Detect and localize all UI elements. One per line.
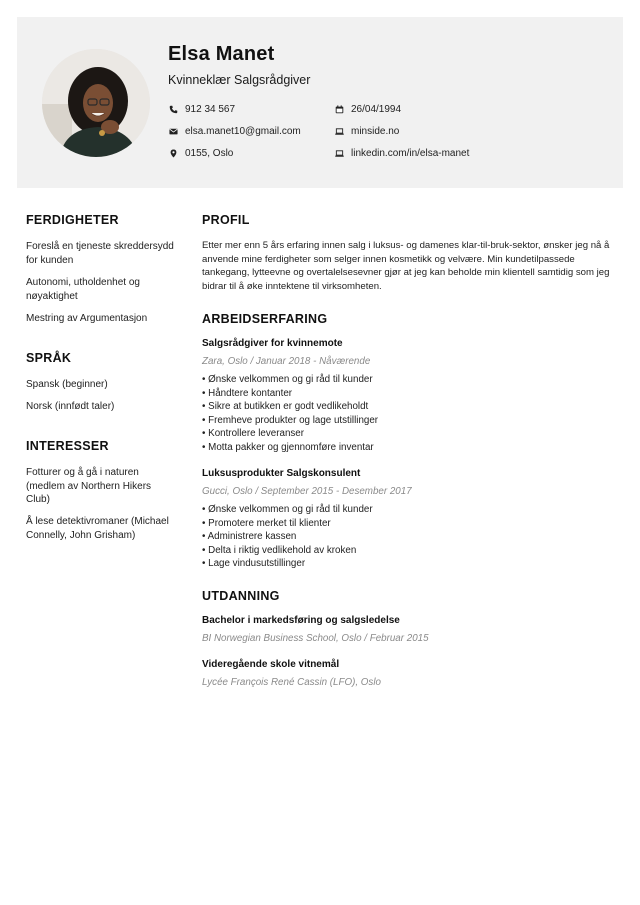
birthdate-text: 26/04/1994: [351, 104, 402, 115]
address-text: 0155, Oslo: [185, 148, 234, 159]
education-title: Videregående skole vitnemål: [202, 659, 340, 670]
job-bullet: • Promotere merket til klienter: [202, 517, 617, 531]
linkedin-text: linkedin.com/in/elsa-manet: [351, 148, 470, 159]
job-bullets: [202, 503, 617, 571]
job-meta: Zara, Oslo / Januar 2018 - Nåværende: [202, 356, 371, 367]
job-title: Luksusprodukter Salgskonsulent: [202, 468, 361, 479]
phone-icon: [169, 105, 178, 114]
laptop-icon: [335, 127, 344, 136]
job-bullet: • Motta pakker og gjennomføre inventar: [202, 441, 617, 455]
interest-item: Å lese detektivromaner (Michael Connelly, John Grisham): [26, 516, 169, 541]
language-item: Spansk (beginner): [26, 379, 108, 390]
map-pin-icon: [169, 149, 178, 158]
envelope-icon: [169, 127, 178, 136]
experience-heading: ARBEIDSERFARING: [202, 312, 328, 326]
email-text: elsa.manet10@gmail.com: [185, 126, 301, 137]
resume-header: [17, 17, 623, 188]
candidate-title: Kvinneklær Salgsrådgiver: [168, 73, 311, 87]
contact-phone: [169, 104, 235, 115]
contact-website: [335, 126, 399, 137]
skill-item: Foreslå en tjeneste skreddersydd for kunden: [26, 241, 174, 266]
contact-email: [169, 126, 301, 137]
job-title: Salgsrådgiver for kvinnemote: [202, 338, 343, 349]
job-bullet: • Lage vindusutstillinger: [202, 557, 617, 571]
laptop-icon: [335, 149, 344, 158]
skills-heading: FERDIGHETER: [26, 213, 119, 227]
interest-item: Fotturer og å gå i naturen (medlem av Northern Hikers Club): [26, 467, 152, 505]
job-bullet: • Ønske velkommen og gi råd til kunder: [202, 503, 617, 517]
job-bullets: [202, 373, 617, 455]
profile-heading: PROFIL: [202, 213, 250, 227]
job-meta: Gucci, Oslo / September 2015 - Desember 2017: [202, 486, 412, 497]
profile-text: Etter mer enn 5 års erfaring innen salg i luksus- og damenes klar-til-bruk-sektor, ønsker jeg nå å anvende mine ferdigheter som selger innen kosmetikk og velvære. Min kundetilpassede tankegang, lytteevne og overtalelsesevner gjør at jeg kan beholde min klientell samtidig som jeg bidrar til å øke inntektene til virksomheten.: [202, 240, 610, 292]
job-bullet: • Sikre at butikken er godt vedlikeholdt: [202, 400, 617, 414]
contact-linkedin: [335, 148, 469, 159]
education-title: Bachelor i markedsføring og salgsledelse: [202, 615, 400, 626]
skill-item: Autonomi, utholdenhet og nøyaktighet: [26, 277, 140, 302]
phone-text: 912 34 567: [185, 104, 236, 115]
job-bullet: • Ønske velkommen og gi råd til kunder: [202, 373, 617, 387]
calendar-icon: [335, 105, 344, 114]
languages-heading: SPRÅK: [26, 351, 72, 365]
job-bullet: • Håndtere kontanter: [202, 387, 617, 401]
language-item: Norsk (innfødt taler): [26, 401, 115, 412]
job-bullet: • Administrere kassen: [202, 530, 617, 544]
education-meta: BI Norwegian Business School, Oslo / Februar 2015: [202, 633, 429, 644]
education-meta: Lycée François René Cassin (LFO), Oslo: [202, 677, 381, 688]
skill-item: Mestring av Argumentasjon: [26, 313, 148, 324]
profile-photo: [42, 49, 150, 157]
job-bullet: • Fremheve produkter og lage utstillinger: [202, 414, 617, 428]
website-text: minside.no: [351, 126, 400, 137]
interests-heading: INTERESSER: [26, 439, 109, 453]
contact-address: [169, 148, 233, 159]
job-bullet: • Kontrollere leveranser: [202, 427, 617, 441]
candidate-name: Elsa Manet: [168, 43, 275, 65]
job-bullet: • Delta i riktig vedlikehold av kroken: [202, 544, 617, 558]
education-heading: UTDANNING: [202, 589, 280, 603]
contact-birthdate: [335, 104, 401, 115]
